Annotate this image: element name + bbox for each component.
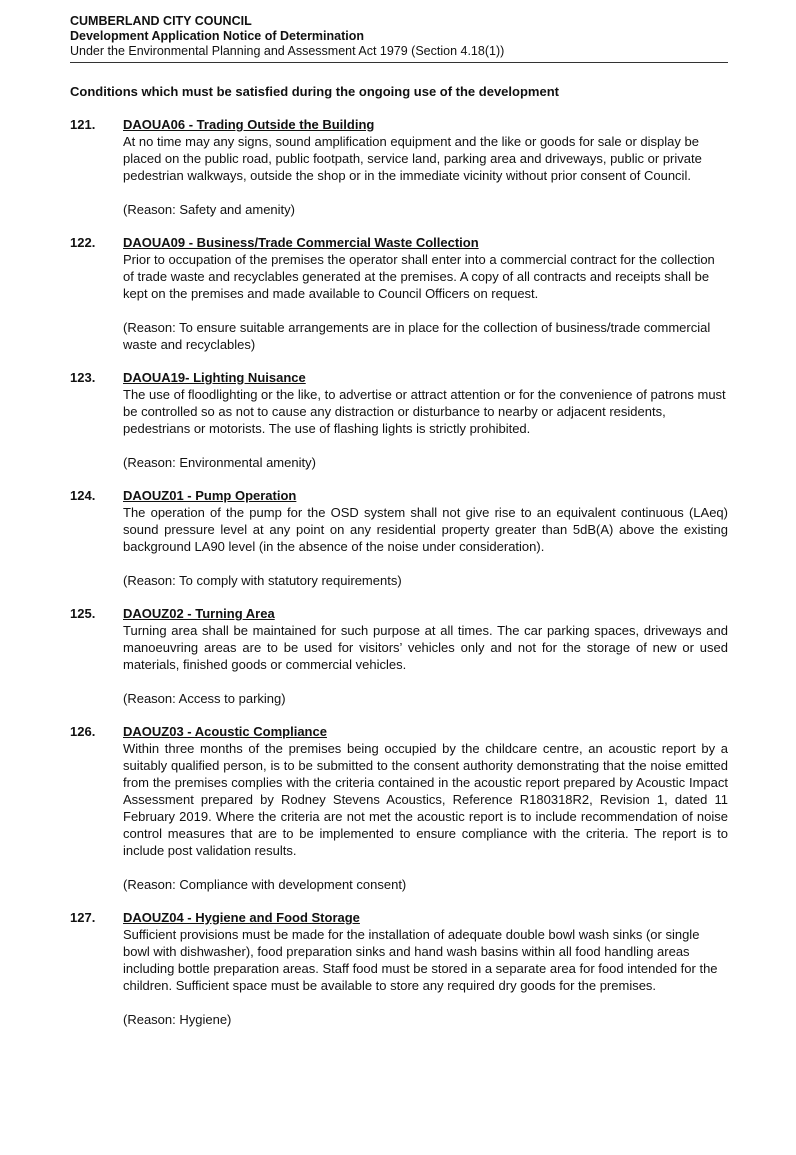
condition-reason: (Reason: Safety and amenity) [123, 202, 295, 217]
condition-126 [70, 723, 728, 893]
condition-title: DAOUZ03 - Acoustic Compliance [123, 724, 327, 739]
condition-number: 123. [70, 370, 96, 385]
condition-number: 124. [70, 488, 96, 503]
condition-title: DAOUZ04 - Hygiene and Food Storage [123, 910, 360, 925]
condition-body: Sufficient provisions must be made for the installation of adequate double bowl wash sinks (or single bowl with dishwasher), food preparation sinks and hand wash basins within all food handling areas including bottle preparation areas. Staff food must be stored in a separate area for food intended for the children. Sufficient space must be available to store any required dry goods for the premises. [123, 927, 718, 993]
condition-number: 125. [70, 606, 96, 621]
condition-reason: (Reason: Hygiene) [123, 1012, 232, 1027]
condition-title: DAOUZ01 - Pump Operation [123, 488, 297, 503]
condition-title: DAOUZ02 - Turning Area [123, 606, 275, 621]
condition-title: DAOUA19- Lighting Nuisance [123, 370, 306, 385]
condition-body: At no time may any signs, sound amplification equipment and the like or goods for sale or display be placed on the public road, public footpath, service land, parking area and driveways, public or private pedestrian walkways, outside the shop or in the immediate vicinity without prior consent of Council. [123, 134, 702, 183]
condition-body: Within three months of the premises being occupied by the childcare centre, an acoustic report by a suitably qualified person, is to be submitted to the consent authority demonstrating that the noise emitted from the premises complies with the criteria contained in the acoustic report prepared by Acoustic Impact Assessment prepared by Rodney Stevens Acoustics, Reference R180318R2, Revision 1, dated 11 February 2019. Where the criteria are not met the acoustic report is to include recommendation of noise control measures that are to be implemented to ensure compliance with the criteria. The report is to include post validation results. [123, 741, 728, 858]
condition-body: Turning area shall be maintained for such purpose at all times. The car parking spaces, driveways and manoeuvring areas are to be used for visitors’ vehicles only and not for the storage of new or used materials, finished goods or commercial vehicles. [123, 623, 728, 672]
condition-body: The use of floodlighting or the like, to advertise or attract attention or for the convenience of patrons must be controlled so as not to cause any distraction or disturbance to nearby or adjacent residents, pedestrians or motorists. The use of flashing lights is strictly prohibited. [123, 387, 726, 436]
condition-body: Prior to occupation of the premises the operator shall enter into a commercial contract for the collection of trade waste and recyclables generated at the premises. A copy of all contracts and receipts shall be kept on the premises and made available to Council Officers on request. [123, 252, 715, 301]
condition-reason: (Reason: To ensure suitable arrangements are in place for the collection of business/trade commercial waste and recyclables) [123, 320, 711, 352]
condition-reason: (Reason: Environmental amenity) [123, 455, 316, 470]
condition-121 [70, 116, 728, 218]
condition-number: 127. [70, 910, 96, 925]
condition-125 [70, 605, 728, 707]
condition-body: The operation of the pump for the OSD system shall not give rise to an equivalent continuous (LAeq) sound pressure level at any point on any residential property greater than 5dB(A) above the existing background LA90 level (in the absence of the noise under consideration). [123, 505, 728, 554]
conditions-list [70, 116, 728, 1044]
condition-123 [70, 369, 728, 471]
condition-124 [70, 487, 728, 589]
condition-number: 121. [70, 117, 96, 132]
condition-122 [70, 234, 728, 353]
section-title: Conditions which must be satisfied during the ongoing use of the development [70, 84, 559, 99]
act-reference: Under the Environmental Planning and Assessment Act 1979 (Section 4.18(1)) [70, 44, 505, 58]
page-header [70, 14, 728, 59]
condition-127 [70, 909, 728, 1028]
condition-title: DAOUA09 - Business/Trade Commercial Waste Collection [123, 235, 479, 250]
document-title: Development Application Notice of Determination [70, 29, 365, 43]
council-name: CUMBERLAND CITY COUNCIL [70, 14, 252, 28]
condition-reason: (Reason: Compliance with development consent) [123, 877, 407, 892]
condition-number: 126. [70, 724, 96, 739]
condition-reason: (Reason: Access to parking) [123, 691, 286, 706]
condition-reason: (Reason: To comply with statutory requirements) [123, 573, 402, 588]
condition-number: 122. [70, 235, 96, 250]
header-divider [70, 62, 728, 63]
condition-title: DAOUA06 - Trading Outside the Building [123, 117, 375, 132]
